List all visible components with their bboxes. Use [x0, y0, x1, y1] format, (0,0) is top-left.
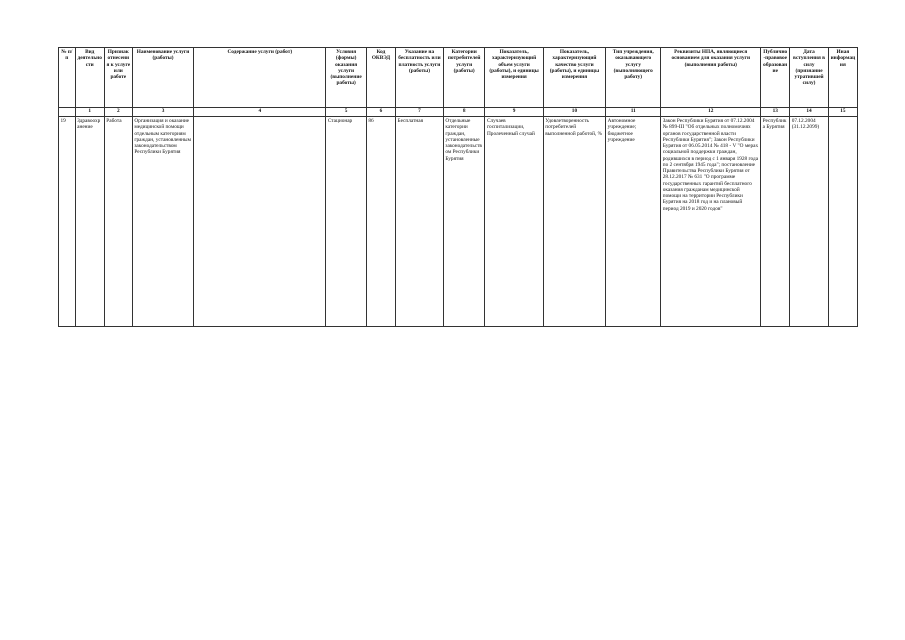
header-cell-quality: Показатель, характеризующий качество услуги (работы), и единицы измерения — [543, 48, 605, 108]
header-cell-payment: Указание на бесплатность или платность услуги (работы) — [396, 48, 444, 108]
header-cell-npa: Реквизиты НПА, являющиеся основанием для оказания услуги (выполнения работы) — [661, 48, 761, 108]
column-number — [59, 108, 76, 117]
row-volume: Случаев госпитализации, Пролеченный случай — [485, 117, 543, 327]
row-service-name: Организация и оказание медицинской помощи отдельным категориям граждан, установленным законодательством Республики Бурятия — [132, 117, 193, 327]
column-number: 10 — [543, 108, 605, 117]
column-number: 2 — [104, 108, 132, 117]
table-row — [59, 117, 858, 327]
header-cell-entity: Публично-правовое образование — [761, 48, 790, 108]
header-cell-volume: Показатель, характеризующий объем услуги (работы), и единицы измерения — [485, 48, 543, 108]
header-cell-activity: Вид деятельности — [75, 48, 104, 108]
row-conditions: Стационар — [326, 117, 367, 327]
column-number: 5 — [326, 108, 367, 117]
column-number: 6 — [366, 108, 395, 117]
column-number-row — [59, 108, 858, 117]
column-number: 9 — [485, 108, 543, 117]
header-cell-date: Дата вступления в силу (признание утратившей силу) — [790, 48, 828, 108]
column-number: 1 — [75, 108, 104, 117]
column-number: 7 — [396, 108, 444, 117]
column-number: 4 — [194, 108, 326, 117]
header-cell-consumers: Категории потребителей услуги (работы) — [443, 48, 485, 108]
column-number: 15 — [828, 108, 857, 117]
row-activity: Здравоохранение — [75, 117, 104, 327]
header-cell-conditions: Условия (формы) оказания услуги (выполнение работы) — [326, 48, 367, 108]
column-number: 3 — [132, 108, 193, 117]
header-cell-okved: Код ОКВЭД — [366, 48, 395, 108]
header-cell-content: Содержание услуги (работ) — [194, 48, 326, 108]
row-payment: Бесплатная — [396, 117, 444, 327]
row-quality: Удовлетворенность потребителей выполненной работой, % — [543, 117, 605, 327]
row-consumers: Отдельные категории граждан, установленные законодательством Республики Бурятия — [443, 117, 485, 327]
row-date: 07.12.2004 (31.12.2099) — [790, 117, 828, 327]
row-sign: Работа — [104, 117, 132, 327]
row-other — [828, 117, 857, 327]
header-cell-sign: Признак отнесения к услуге или работе — [104, 48, 132, 108]
header-cell-institution: Тип учреждения, оказывающего услугу (выполняющего работу) — [606, 48, 661, 108]
row-okved: 86 — [366, 117, 395, 327]
row-npa: Закон Республики Бурятия от 07.12.2004 № 899-III "Об отдельных полномочиях органов государственной власти Республики Бурятия"; Закон Республики Бурятия от 06.05.2014 № 418 - V "О мерах социальной поддержки граждан, родившихся в период с 1 января 1928 года по 2 сентября 1945 года"; постановление Правительства Республики Бурятия от 28.12.2017 № 631 "О программе государственных гарантий бесплатного оказания гражданам медицинской помощи на территории Республики Бурятия на 2018 год и на плановый период 2019 и 2020 годов" — [661, 117, 761, 327]
register-sheet — [58, 47, 858, 327]
row-num: 19 — [59, 117, 76, 327]
row-content — [194, 117, 326, 327]
services-register-table — [58, 47, 858, 327]
header-cell-name: Наименование услуги (работы) — [132, 48, 193, 108]
row-institution: Автономное учреждение; бюджетное учреждение — [606, 117, 661, 327]
column-number: 13 — [761, 108, 790, 117]
header-cell-other: Иная информация — [828, 48, 857, 108]
column-number: 12 — [661, 108, 761, 117]
column-number: 14 — [790, 108, 828, 117]
row-entity: Республика Бурятия — [761, 117, 790, 327]
header-row — [59, 48, 858, 108]
column-number: 11 — [606, 108, 661, 117]
header-cell-num: № п/п — [59, 48, 76, 108]
column-number: 8 — [443, 108, 485, 117]
